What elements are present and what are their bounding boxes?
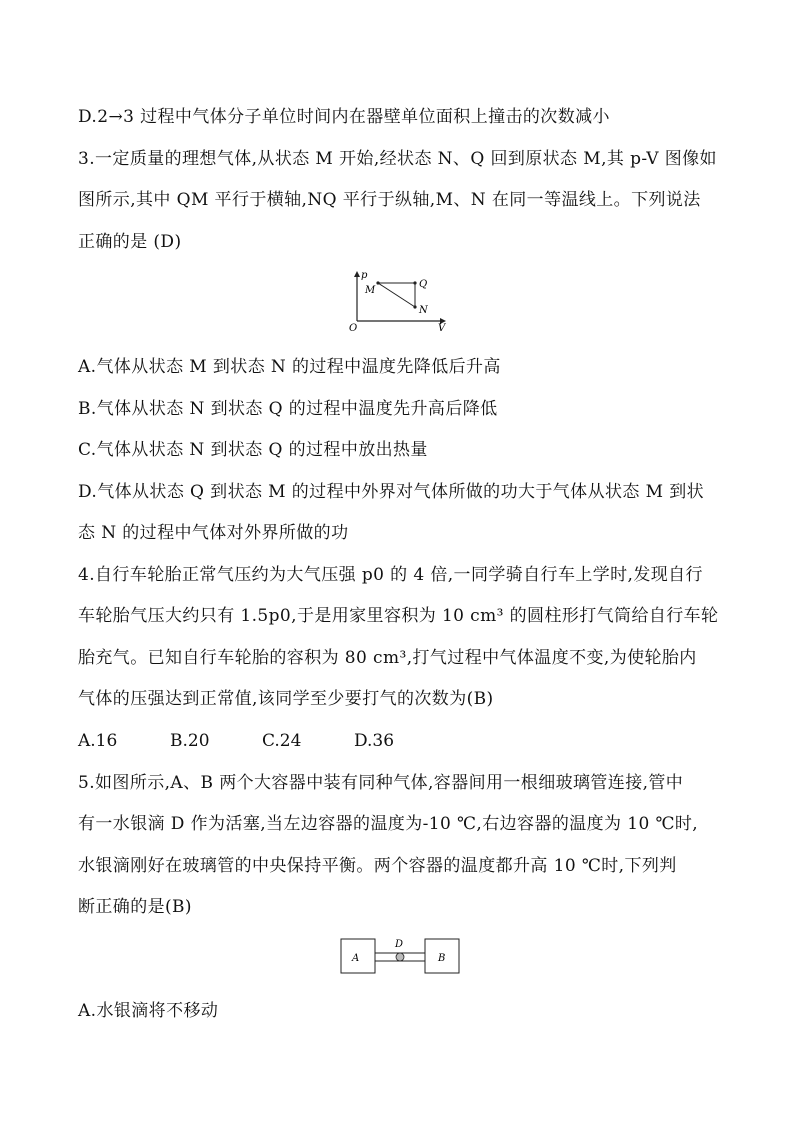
point-q <box>413 281 416 284</box>
container-figure <box>338 934 462 978</box>
q2-option-d: D.2→3 过程中气体分子单位时间内在器壁单位面积上撞击的次数减小 <box>78 107 610 127</box>
q4-stem-line-2: 车轮胎气压大约只有 1.5p0,于是用家里容积为 10 cm³ 的圆柱形打气筒给自行车轮 <box>78 606 719 626</box>
q3-option-a: A.气体从状态 M 到状态 N 的过程中温度先降低后升高 <box>78 357 501 377</box>
q3-stem-line-2: 图所示,其中 QM 平行于横轴,NQ 平行于纵轴,M、N 在同一等温线上。下列说法 <box>78 190 701 210</box>
q3-option-d-line-1: D.气体从状态 Q 到状态 M 的过程中外界对气体所做的功大于气体从状态 M 到状 <box>78 482 704 502</box>
q5-stem-line-1: 5.如图所示,A、B 两个大容器中装有同种气体,容器间用一根细玻璃管连接,管中 <box>78 773 684 793</box>
q4-stem-line-3: 胎充气。已知自行车轮胎的容积为 80 cm³,打气过程中气体温度不变,为使轮胎内 <box>78 648 697 668</box>
q5-option-a: A.水银滴将不移动 <box>78 1001 219 1021</box>
q4-option-a: A.16 <box>78 731 118 751</box>
point-m-label: M <box>365 285 376 296</box>
v-axis-label: V <box>438 323 446 333</box>
q4-option-b: B.20 <box>170 731 210 751</box>
q4-options <box>78 729 394 753</box>
q3-option-c: C.气体从状态 N 到状态 Q 的过程中放出热量 <box>78 440 428 460</box>
q3-option-b: B.气体从状态 N 到状态 Q 的过程中温度先升高后降低 <box>78 399 498 419</box>
point-n-label: N <box>419 305 428 316</box>
q3-stem-line-1: 3.一定质量的理想气体,从状态 M 开始,经状态 N、Q 回到原状态 M,其 p-V 图像如 <box>78 149 717 169</box>
q5-stem-line-2: 有一水银滴 D 作为活塞,当左边容器的温度为-10 ℃,右边容器的温度为 10 ℃时, <box>78 814 699 834</box>
mercury-drop <box>396 953 404 961</box>
pv-graph <box>345 265 455 333</box>
q4-option-c: C.24 <box>262 731 302 751</box>
container-a-label: A <box>352 953 360 964</box>
q3-stem-line-3: 正确的是 (D) <box>78 232 182 252</box>
p-axis-label: p <box>361 270 368 281</box>
q4-stem-line-4: 气体的压强达到正常值,该同学至少要打气的次数为(B) <box>78 689 494 709</box>
container-b-label: B <box>438 953 446 964</box>
point-n <box>413 305 416 308</box>
point-q-label: Q <box>419 279 428 290</box>
q5-stem-line-4: 断正确的是(B) <box>78 897 192 917</box>
q3-option-d-line-2: 态 N 的过程中气体对外界所做的功 <box>78 523 349 543</box>
mercury-drop-label: D <box>395 939 404 950</box>
q4-stem-line-1: 4.自行车轮胎正常气压约为大气压强 p0 的 4 倍,一同学骑自行车上学时,发现自行 <box>78 565 703 585</box>
q5-stem-line-3: 水银滴刚好在玻璃管的中央保持平衡。两个容器的温度都升高 10 ℃时,下列判 <box>78 856 677 876</box>
mn-segment <box>378 283 415 307</box>
p-axis-arrow <box>354 271 360 277</box>
origin-label: O <box>349 323 358 333</box>
point-m <box>376 281 379 284</box>
q4-option-d: D.36 <box>354 731 395 751</box>
